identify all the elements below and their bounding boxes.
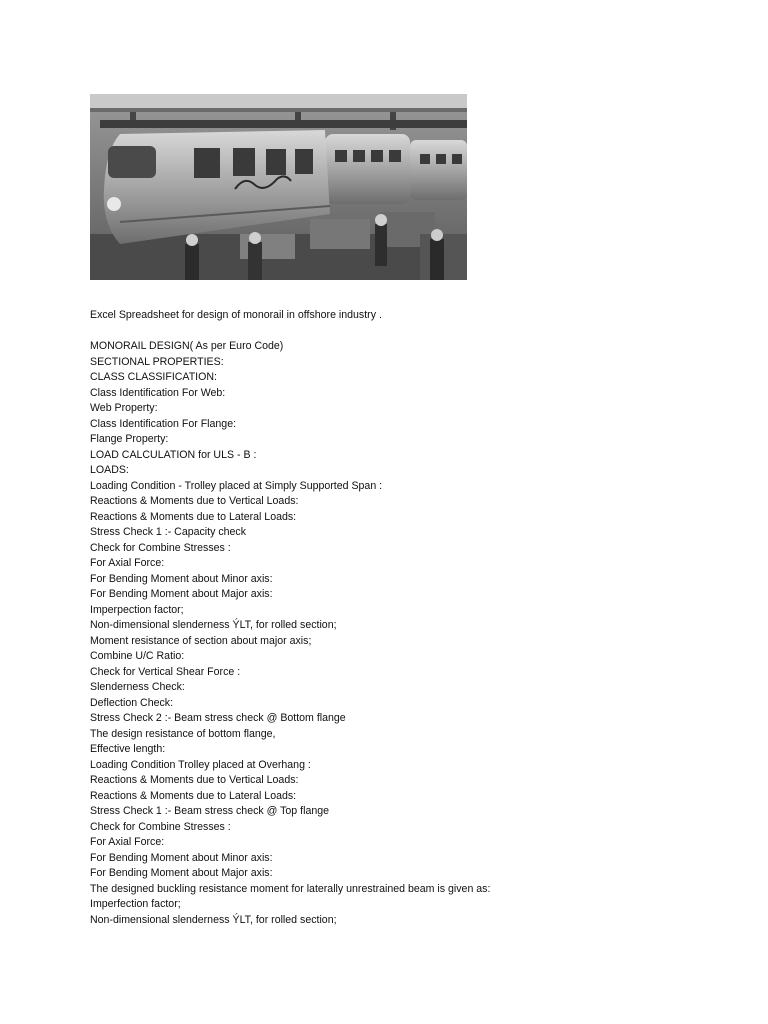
text-line: Class Identification For Web:	[90, 386, 226, 399]
monorail-photo-drawing	[90, 94, 467, 280]
text-line: Imperfection factor;	[90, 898, 181, 910]
text-line: The designed buckling resistance moment for laterally unrestrained beam is given as:	[90, 882, 491, 895]
text-line: Web Property:	[90, 402, 158, 414]
text-line: Loading Condition - Trolley placed at Simply Supported Span :	[90, 479, 383, 492]
text-line: CLASS CLASSIFICATION:	[90, 371, 217, 383]
monorail-photo	[90, 94, 467, 280]
document-text	[90, 308, 710, 928]
text-line: Effective length:	[90, 743, 166, 755]
text-line: Stress Check 2 :- Beam stress check @ Bottom flange	[90, 712, 346, 724]
text-line: For Axial Force:	[90, 836, 165, 848]
text-line: Reactions & Moments due to Lateral Loads:	[90, 789, 297, 802]
text-line: The design resistance of bottom flange,	[90, 727, 276, 740]
text-line: SECTIONAL PROPERTIES:	[90, 355, 224, 368]
text-line: MONORAIL DESIGN( As per Euro Code)	[90, 340, 284, 352]
text-line: Non-dimensional slenderness ÝLT, for rolled section;	[90, 913, 337, 926]
intro-text: Excel Spreadsheet for design of monorail in offshore industry .	[90, 309, 382, 321]
text-line: Class Identification For Flange:	[90, 417, 237, 430]
text-line: For Bending Moment about Major axis:	[90, 867, 273, 879]
text-line: Stress Check 1 :- Capacity check	[90, 526, 247, 538]
text-line: Reactions & Moments due to Lateral Loads:	[90, 510, 297, 523]
text-line: For Bending Moment about Major axis:	[90, 588, 273, 600]
text-line: Loading Condition Trolley placed at Overhang :	[90, 758, 311, 771]
text-line: LOAD CALCULATION for ULS - B :	[90, 448, 257, 461]
section-list	[90, 339, 710, 928]
text-line: Deflection Check:	[90, 696, 174, 709]
text-line: Slenderness Check:	[90, 681, 185, 693]
text-line: LOADS:	[90, 464, 129, 476]
text-line: Non-dimensional slenderness ÝLT, for rolled section;	[90, 619, 337, 631]
text-line: Reactions & Moments due to Vertical Loads:	[90, 774, 299, 786]
text-line: Reactions & Moments due to Vertical Loads:	[90, 495, 299, 507]
text-line: Combine U/C Ratio:	[90, 650, 185, 662]
text-line: For Bending Moment about Minor axis:	[90, 572, 273, 585]
text-line: Flange Property:	[90, 433, 169, 445]
text-line: Check for Vertical Shear Force :	[90, 665, 241, 678]
text-line: Moment resistance of section about major axis;	[90, 634, 312, 647]
text-line: Imperpection factor;	[90, 603, 184, 616]
text-line: Stress Check 1 :- Beam stress check @ Top flange	[90, 805, 330, 817]
text-line: Check for Combine Stresses :	[90, 820, 231, 833]
text-line: Check for Combine Stresses :	[90, 541, 231, 554]
text-line: For Axial Force:	[90, 557, 165, 569]
text-line: For Bending Moment about Minor axis:	[90, 851, 273, 864]
